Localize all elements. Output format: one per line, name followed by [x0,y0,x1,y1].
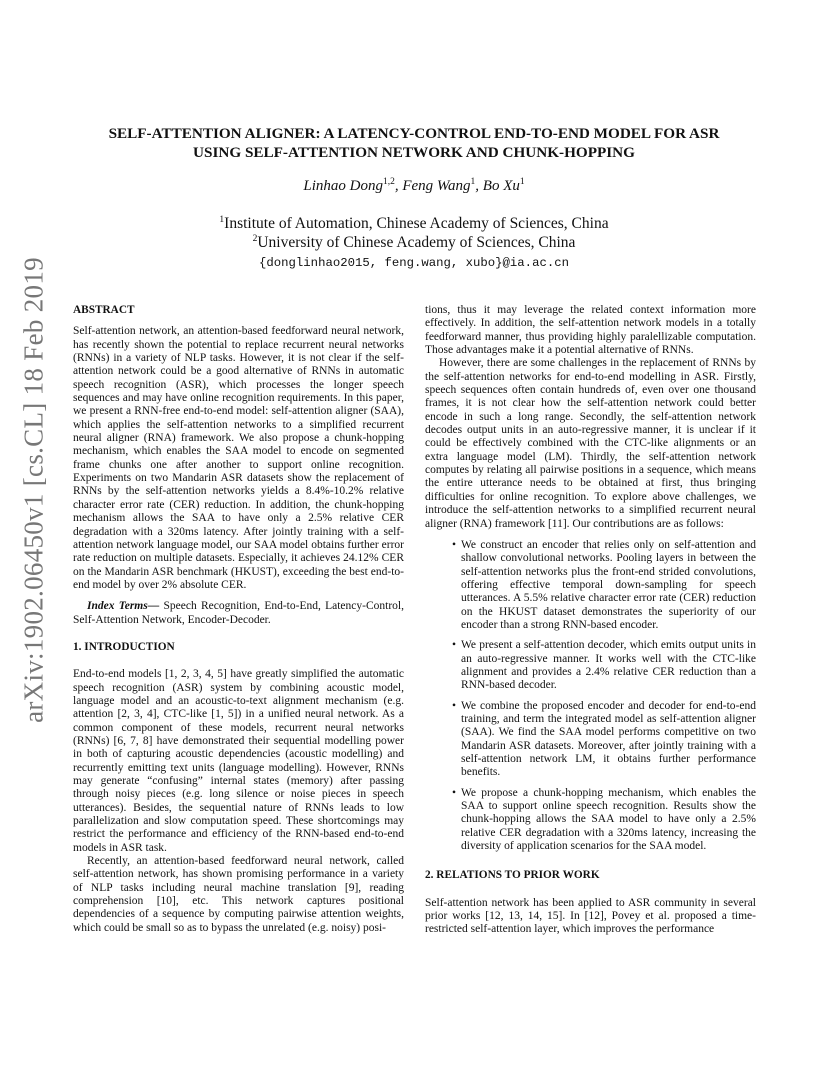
authors [0,178,828,195]
author-2: Feng Wang$^1$, [402,177,483,194]
arxiv-id: arXiv:1902.06450v1 [cs.CL] 18 Feb 2019 [18,257,49,723]
arxiv-stamp [14,257,54,723]
author-1: Linhao Dong$^{1,2}$, [303,177,403,194]
abstract-heading: ABSTRACT [73,304,135,316]
index-terms-label: Index Terms— [87,600,160,613]
related-paragraph-1: Self-attention network has been applied to ASR community in several prior works [12, 13, 14, 15]. In [12], Povey et al. proposed a time-restricted self-attention layer, which improves the performance [425,896,756,936]
right-paragraph-2: However, there are some challenges in the replacement of RNNs by the self-attention networks for end-to-end modelling in ASR. Firstly, speech sequences often contain hundreds of, even over one thousand frames, it is not clear how the self-attention network could better encode in such a long range. Secondly, the self-attention network decodes output units in an auto-regressive manner, it is unclear if it could be effectively combined with the CTC-like alignments or an extra language model (LM). Thirdly, the self-attention network computes by relating all pairwise positions in a sequence, which means the entire utterance needs to be obtained at first, thus bringing difficulties for online recognition. To explore above challenges, we introduce the self-attention networks to a simplified recurrent neural aligner (RNA) framework [11]. Our contributions are as follows: [425,357,756,530]
affiliation-2: $^2$University of Chinese Academy of Sciences, China [252,233,576,251]
left-column [73,304,404,935]
affiliation-1: $^1$Institute of Automation, Chinese Academy of Sciences, China [219,214,609,232]
author-emails: {donglinhao2015, feng.wang, xubo}@ia.ac.cn [259,256,569,270]
related-work-heading: 2. RELATIONS TO PRIOR WORK [425,869,600,882]
bullet-icon: • [452,639,457,652]
contributions-list [425,539,756,854]
author-3: Bo Xu$^1$ [482,177,525,194]
title-line-2: USING SELF-ATTENTION NETWORK AND CHUNK-HOPPING [193,144,635,161]
abstract-text: Self-attention network, an attention-based feedforward neural network, has recently shown the potential to replace recurrent neural networks (RNNs) in a variety of NLP tasks. However, it is not clear if the self-attention network could be a good alternative of RNNs in automatic speech recognition (ASR), which processes the longer speech sequences and may have online recognition requirements. In this paper, we present a RNN-free end-to-end model: self-attention aligner (SAA), which applies the self-attention networks to a simplified recurrent neural aligner (RNA) framework. We also propose a chunk-hopping mechanism, which enables the SAA model to encode on segmented frame chunks one after another to support online recognition. Experiments on two Mandarin ASR datasets show the replacement of RNNs by the self-attention networks yields a 8.4%-10.2% relative character error rate (CER) reduction. In addition, the chunk-hopping mechanism allows the SAA to have only a 2.5% relative CER degradation with a 320ms latency. After jointly training with a self-attention network language model, our SAA model obtains further error rate reduction on multiple datasets. Especially, it achieves 24.12% CER on the Mandarin ASR benchmark (HKUST), exceeding the best end-to-end model by over 2% absolute CER. [73,325,404,591]
list-item: • We propose a chunk-hopping mechanism, which enables the SAA to support online speech recognition. Results show the chunk-hopping allows the SAA model to have only a 2.5% relative CER degradation with a 320ms latency, increasing the diversity of application scenarios for the SAA model. [452,786,756,853]
index-terms: Index Terms— Speech Recognition, End-to-End, Latency-Control, Self-Attention Network, Encoder-Decoder. [73,600,404,626]
title-line-1: SELF-ATTENTION ALIGNER: A LATENCY-CONTROL END-TO-END MODEL FOR ASR [108,125,720,142]
paper-title [70,124,758,162]
list-item: • We present a self-attention decoder, which emits output units in an auto-regressive manner. It works well with the CTC-like alignment and provides a 2.4% relative CER reduction than a RNN-based decoder. [452,639,756,692]
bullet-icon: • [452,538,457,551]
right-paragraph-1: tions, thus it may leverage the related context information more effectively. In addition, the self-attention network models in a totally feedforward manner, thus providing highly paralellizable computation. Those advantages make it a potential alternative of RNNs. [425,304,756,357]
intro-paragraph-1: End-to-end models [1, 2, 3, 4, 5] have greatly simplified the automatic speech recognition (ASR) system by combining acoustic model, language model and an acoustic-to-text alignment mechanism (e.g. attention [2, 3, 4], CTC-like [1, 5]) in a unified neural network. As a common component of these models, recurrent neural networks (RNNs) [6, 7, 8] have demonstrated their sequential modelling power in both of capturing acoustic dependencies (acoustic modelling) and recurrently emitting text units (language modelling). However, RNNs may generate “confusing” internal states (memory) after passing through noisy pieces (e.g. long silence or noise pieces in speech utterances). Besides, the sequential nature of RNNs leads to low parallelization and slow computation speed. These shortcomings may restrict the performance and efficiency of the RNN-based end-to-end models in ASR task. [73,668,404,854]
bullet-icon: • [452,786,457,799]
bullet-icon: • [452,699,457,712]
list-item: • We combine the proposed encoder and decoder for end-to-end training, and term the integrated model as self-attention aligner (SAA). We find the SAA model performs competitive on two Mandarin ASR datasets. Moreover, after jointly training with a self-attention network LM, it obtains further performance benefits. [452,699,756,779]
intro-heading: 1. INTRODUCTION [73,640,175,653]
intro-paragraph-2: Recently, an attention-based feedforward neural network, called self-attention network, has shown promising performance in a variety of NLP tasks including neural machine translation [9], reading comprehension [10], etc. This network captures positional dependencies of a sequence by computing pairwise attention weights, which could be small so as to bypass the unrelated (e.g. noisy) posi- [73,855,404,934]
list-item: • We construct an encoder that relies only on self-attention and shallow convolutional networks. Pooling layers in between the self-attention networks plus the front-end strided convolutions, offering effective temporal down-sampling for speech utterances. A 5.5% relative character error rate (CER) reduction on the HKUST dataset demonstrates the superiority of our encoder than a strong RNN-based encoder. [452,538,756,631]
right-column [425,304,756,937]
